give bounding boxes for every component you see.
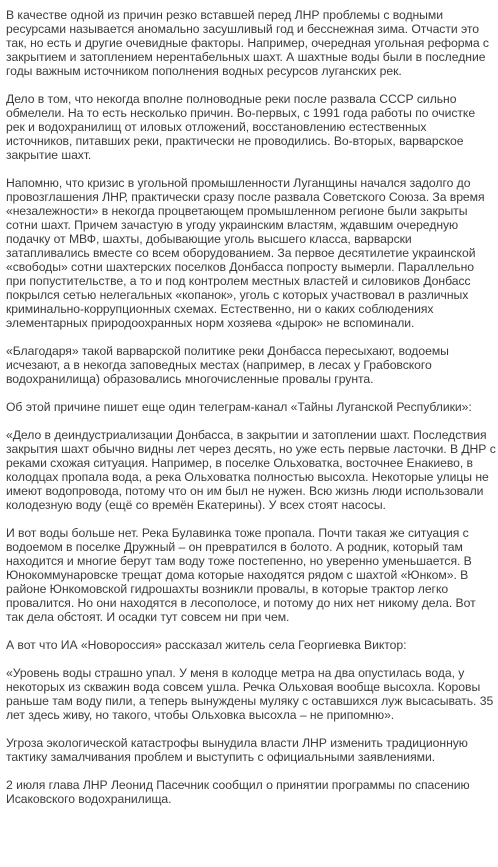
paragraph-coal-crisis: Напомню, что кризис в угольной промышленности Луганщины начался задолго до провозглашения ЛНР, практически сразу после развала Советского Союза. За время «незалежности» в некогда процветающем промышленном регионе были закрыты сотни шахт. Причем зачастую в угоду украинским властям, ждавшим очередную подачку от МВФ, шахты, добывающие уголь высшего класса, варварски затапливались вместе со всем оборудованием. За первое десятилетие украинской «свободы» сотни шахтерских поселков Донбасса попросту вымерли. Параллельно при попустительстве, а то и под контролем местных властей и силовиков Донбасс покрылся сетью нелегальных «копанок», уголь с которых участвовал в различных криминально-коррупционных схемах. Естественно, ни о каких соблюдениях элементарных природоохранных норм хозяева «дырок» не вспоминали.	[6, 176, 485, 330]
article-body	[6, 8, 496, 820]
paragraph-telegram-intro: Об этой причине пишет еще один телеграм-канал «Тайны Луганской Республики»:	[6, 400, 472, 414]
paragraph-rivers-shallowed: Дело в том, что некогда вполне полноводные реки после развала СССР сильно обмелели. На то есть несколько причин. Во-первых, с 1991 года работы по очистке рек и водохранилищ от иловых отложений, восстановлению естественных источников, питавших реки, практически не проводились. Во-вторых, варварское закрытие шахт.	[6, 92, 476, 162]
paragraph-telegram-quote-1: «Дело в деиндустриализации Донбасса, в закрытии и затоплении шахт. Последствия закрытия шахт обычно видны лет через десять, но уже есть первые ласточки. В ДНР с реками схожая ситуация. Например, в поселке Ольховатка, восточнее Енакиево, в колодцах пропала вода, а река Ольховатка полностью высохла. Некоторые улицы не имеют водопровода, потому что он им был не нужен. Всю жизнь люди использовали колодезную воду (ещё со времён Екатерины). У всех стоят насосы.	[6, 428, 496, 512]
paragraph-resident-quote: «Уровень воды страшно упал. У меня в колодце метра на два опустилась вода, у некоторых из скважин вода совсем ушла. Речка Ольховая вообще высохла. Коровы раньше там воду пили, а теперь вынуждены муляку с оставшихся луж высасывать. 35 лет здесь живу, но такого, чтобы Ольховка высохла – не припомню».	[6, 666, 494, 722]
paragraph-telegram-quote-2: И вот воды больше нет. Река Булавинка тоже пропала. Почти такая же ситуация с водоемом в поселке Дружный – он превратился в болото. А родник, который там находится и многие берут там воду тоже постепенно, но уверенно уменьшается. В Юнокоммунаровске трещат дома которые находятся рядом с шахтой «Юнком». В районе Юнкомовской гидрошахты возникли провалы, в которые трактор легко провалится. Но они находятся в лесополосе, и потому до них нет никому дела. Вот так дела обстоят. И осадки тут совсем ни при чем.	[6, 526, 476, 624]
paragraph-ecological-threat: Угроза экологической катастрофы вынудила власти ЛНР изменить традиционную тактику замалчивания проблем и выступить с официальными заявлениями.	[6, 736, 468, 764]
paragraph-water-causes: В качестве одной из причин резко вставшей перед ЛНР проблемы с водными ресурсами называется аномально засушливый год и бесснежная зима. Отчасти это так, но есть и другие очевидные факторы. Например, очередная угольная реформа с закрытием и затоплением нерентабельных шахт. А шахтные воды были в последние годы важным источником пополнения водных ресурсов луганских рек.	[6, 8, 489, 78]
paragraph-novorossiya-intro: А вот что ИА «Новороссия» рассказал житель села Георгиевка Виктор:	[6, 638, 407, 652]
paragraph-pasechnik-program: 2 июля глава ЛНР Леонид Пасечник сообщил о принятии программы по спасению Исаковского водохранилища.	[6, 778, 470, 806]
paragraph-rivers-drying: «Благодаря» такой варварской политике реки Донбасса пересыхают, водоемы исчезают, а в некогда заповедных местах (например, в лесах у Грабовского водохранилища) образовались многочисленные провалы грунта.	[6, 344, 449, 386]
